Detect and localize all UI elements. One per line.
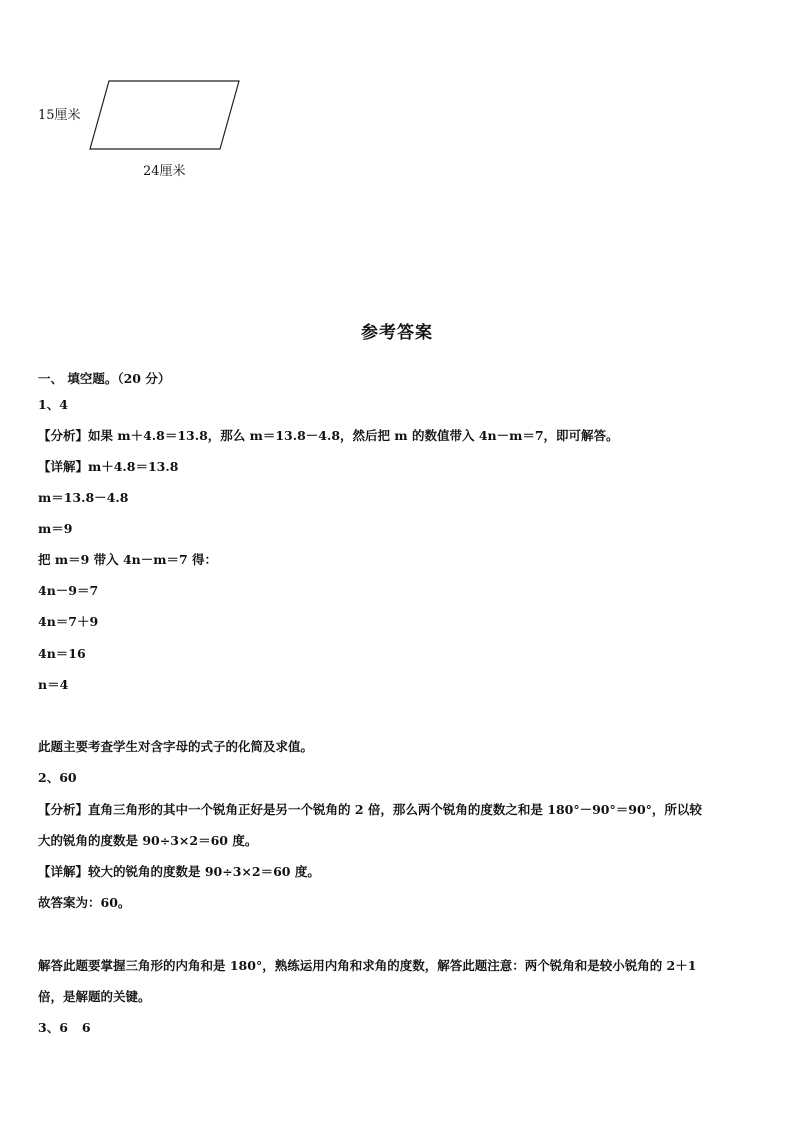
answer-number-3 (38, 1020, 91, 1036)
commentary-2: 解答此题要掌握三角形的内角和是 180°，熟练运用内角和求角的度数，解答此题注意：两个锐角和是较小锐角的 2＋1 (38, 958, 697, 973)
step-line: m＝13.8－4.8 (38, 490, 129, 505)
section-heading: 一、 填空题。（20 分） (38, 371, 171, 386)
answer-3-second: 6 (81, 1020, 91, 1035)
step-line: 4n＝16 (38, 646, 86, 661)
analysis-1: 【分析】如果 m＋4.8＝13.8，那么 m＝13.8－4.8，然后把 m 的数值带入 4n－m＝7，即可解答。 (38, 428, 619, 443)
step-line: 4n－9＝7 (38, 583, 99, 598)
side-length-label: 15厘米 (38, 108, 81, 123)
detail-1: 【详解】m＋4.8＝13.8 (38, 459, 179, 474)
step-line: 4n＝7＋9 (38, 614, 99, 629)
step-line: n＝4 (38, 677, 69, 692)
base-length-label: 24厘米 (143, 164, 186, 179)
step-line: 把 m＝9 带入 4n－m＝7 得： (38, 552, 218, 567)
analysis-2: 【分析】直角三角形的其中一个锐角正好是另一个锐角的 2 倍，那么两个锐角的度数之和是 180°－90°＝90°，所以较 (38, 802, 702, 817)
conclusion-2: 故答案为：60。 (38, 895, 131, 910)
answer-3-first: 3、6 (38, 1020, 68, 1035)
commentary-1: 此题主要考查学生对含字母的式子的化简及求值。 (38, 739, 314, 754)
answer-number-1: 1、4 (38, 397, 68, 412)
page-title: 参考答案 (361, 323, 433, 343)
detail-2: 【详解】较大的锐角的度数是 90÷3×2＝60 度。 (38, 864, 320, 879)
step-line: m＝9 (38, 521, 73, 536)
parallelogram-figure (30, 70, 260, 190)
commentary-2-continued: 倍，是解题的关键。 (38, 989, 151, 1004)
answer-number-2: 2、60 (38, 770, 77, 785)
analysis-2-continued: 大的锐角的度数是 90÷3×2＝60 度。 (38, 833, 258, 848)
